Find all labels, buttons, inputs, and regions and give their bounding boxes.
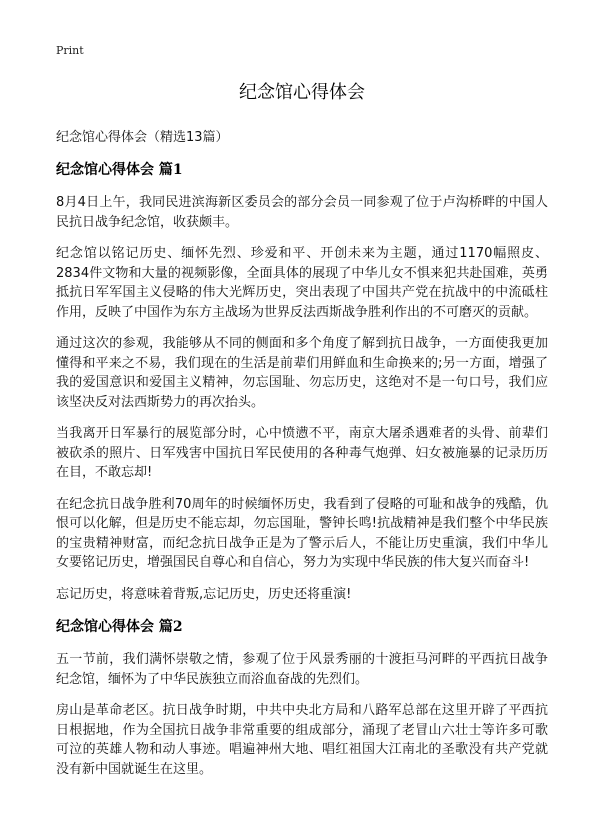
paragraph: 房山是革命老区。抗日战争时期，中共中央北方局和八路军总部在这里开辟了平西抗日根据地，作为全国抗日战争非常重要的组成部分，涌现了老冒山六壮士等许多可歌可泣的英雄人物和动人事迹。唱遍神州大地、唱红祖国大江南北的圣歌没有共产党就没有新中国就诞生在这里。: [56, 703, 548, 777]
paragraph: 在纪念抗日战争胜利70周年的时候缅怀历史，我看到了侵略的可耻和战争的残酷，仇恨可以化解，但是历史不能忘却，勿忘国耻，警钟长鸣!抗战精神是我们整个中华民族的宝贵精神财富，而纪念抗日战争正是为了警示后人，不能让历史重演，我们中华儿女要铭记历史，增强国民自尊心和自信心，努力为实现中华民族的伟大复兴而奋斗!: [56, 496, 548, 570]
print-link[interactable]: Print: [56, 44, 84, 57]
paragraph: 通过这次的参观，我能够从不同的侧面和多个角度了解到抗日战争，一方面使我更加懂得和平来之不易，我们现在的生活是前辈们用鲜血和生命换来的;另一方面，增强了我的爱国意识和爱国主义精神，勿忘国耻、勿忘历史，这绝对不是一句口号，我们应该坚决反对法西斯势力的再次抬头。: [56, 336, 548, 410]
paragraph: 忘记历史，将意味着背叛,忘记历史，历史还将重演!: [56, 586, 352, 602]
paragraph: 当我离开日军暴行的展览部分时，心中愤懑不平，南京大屠杀遇难者的头骨、前辈们被砍杀的照片、日军残害中国抗日军民使用的各种毒气炮弹、妇女被施暴的记录历历在目，不敢忘却!: [56, 426, 548, 480]
document-subtitle: 纪念馆心得体会（精选13篇）: [56, 130, 229, 145]
section-1: [56, 159, 548, 604]
paragraph: 纪念馆以铭记历史、缅怀先烈、珍爱和平、开创未来为主题，通过1170幅照皮、2834件文物和大量的视频影像，全面具体的展现了中华儿女不惧来犯共赴国难，英勇抵抗日军军国主义侵略的伟大光辉历史，突出表现了中国共产党在抗战中的中流砥柱作用，反映了中国作为东方主战场为世界反法西斯战争胜利作出的不可磨灭的贡献。: [56, 246, 548, 320]
document-body: [56, 74, 548, 791]
paragraph: 五一节前，我们满怀崇敬之情，参观了位于风景秀丽的十渡拒马河畔的平西抗日战争纪念馆，缅怀为了中华民族独立而浴血奋战的先烈们。: [56, 652, 548, 687]
paragraph: 8月4日上午，我同民进滨海新区委员会的部分会员一同参观了位于卢沟桥畔的中国人民抗日战争纪念馆，收获颇丰。: [56, 195, 548, 230]
page-title: 纪念馆心得体会: [239, 82, 365, 103]
section-heading: 纪念馆心得体会 篇2: [56, 619, 183, 635]
section-2: [56, 616, 548, 779]
section-heading: 纪念馆心得体会 篇1: [56, 162, 183, 178]
